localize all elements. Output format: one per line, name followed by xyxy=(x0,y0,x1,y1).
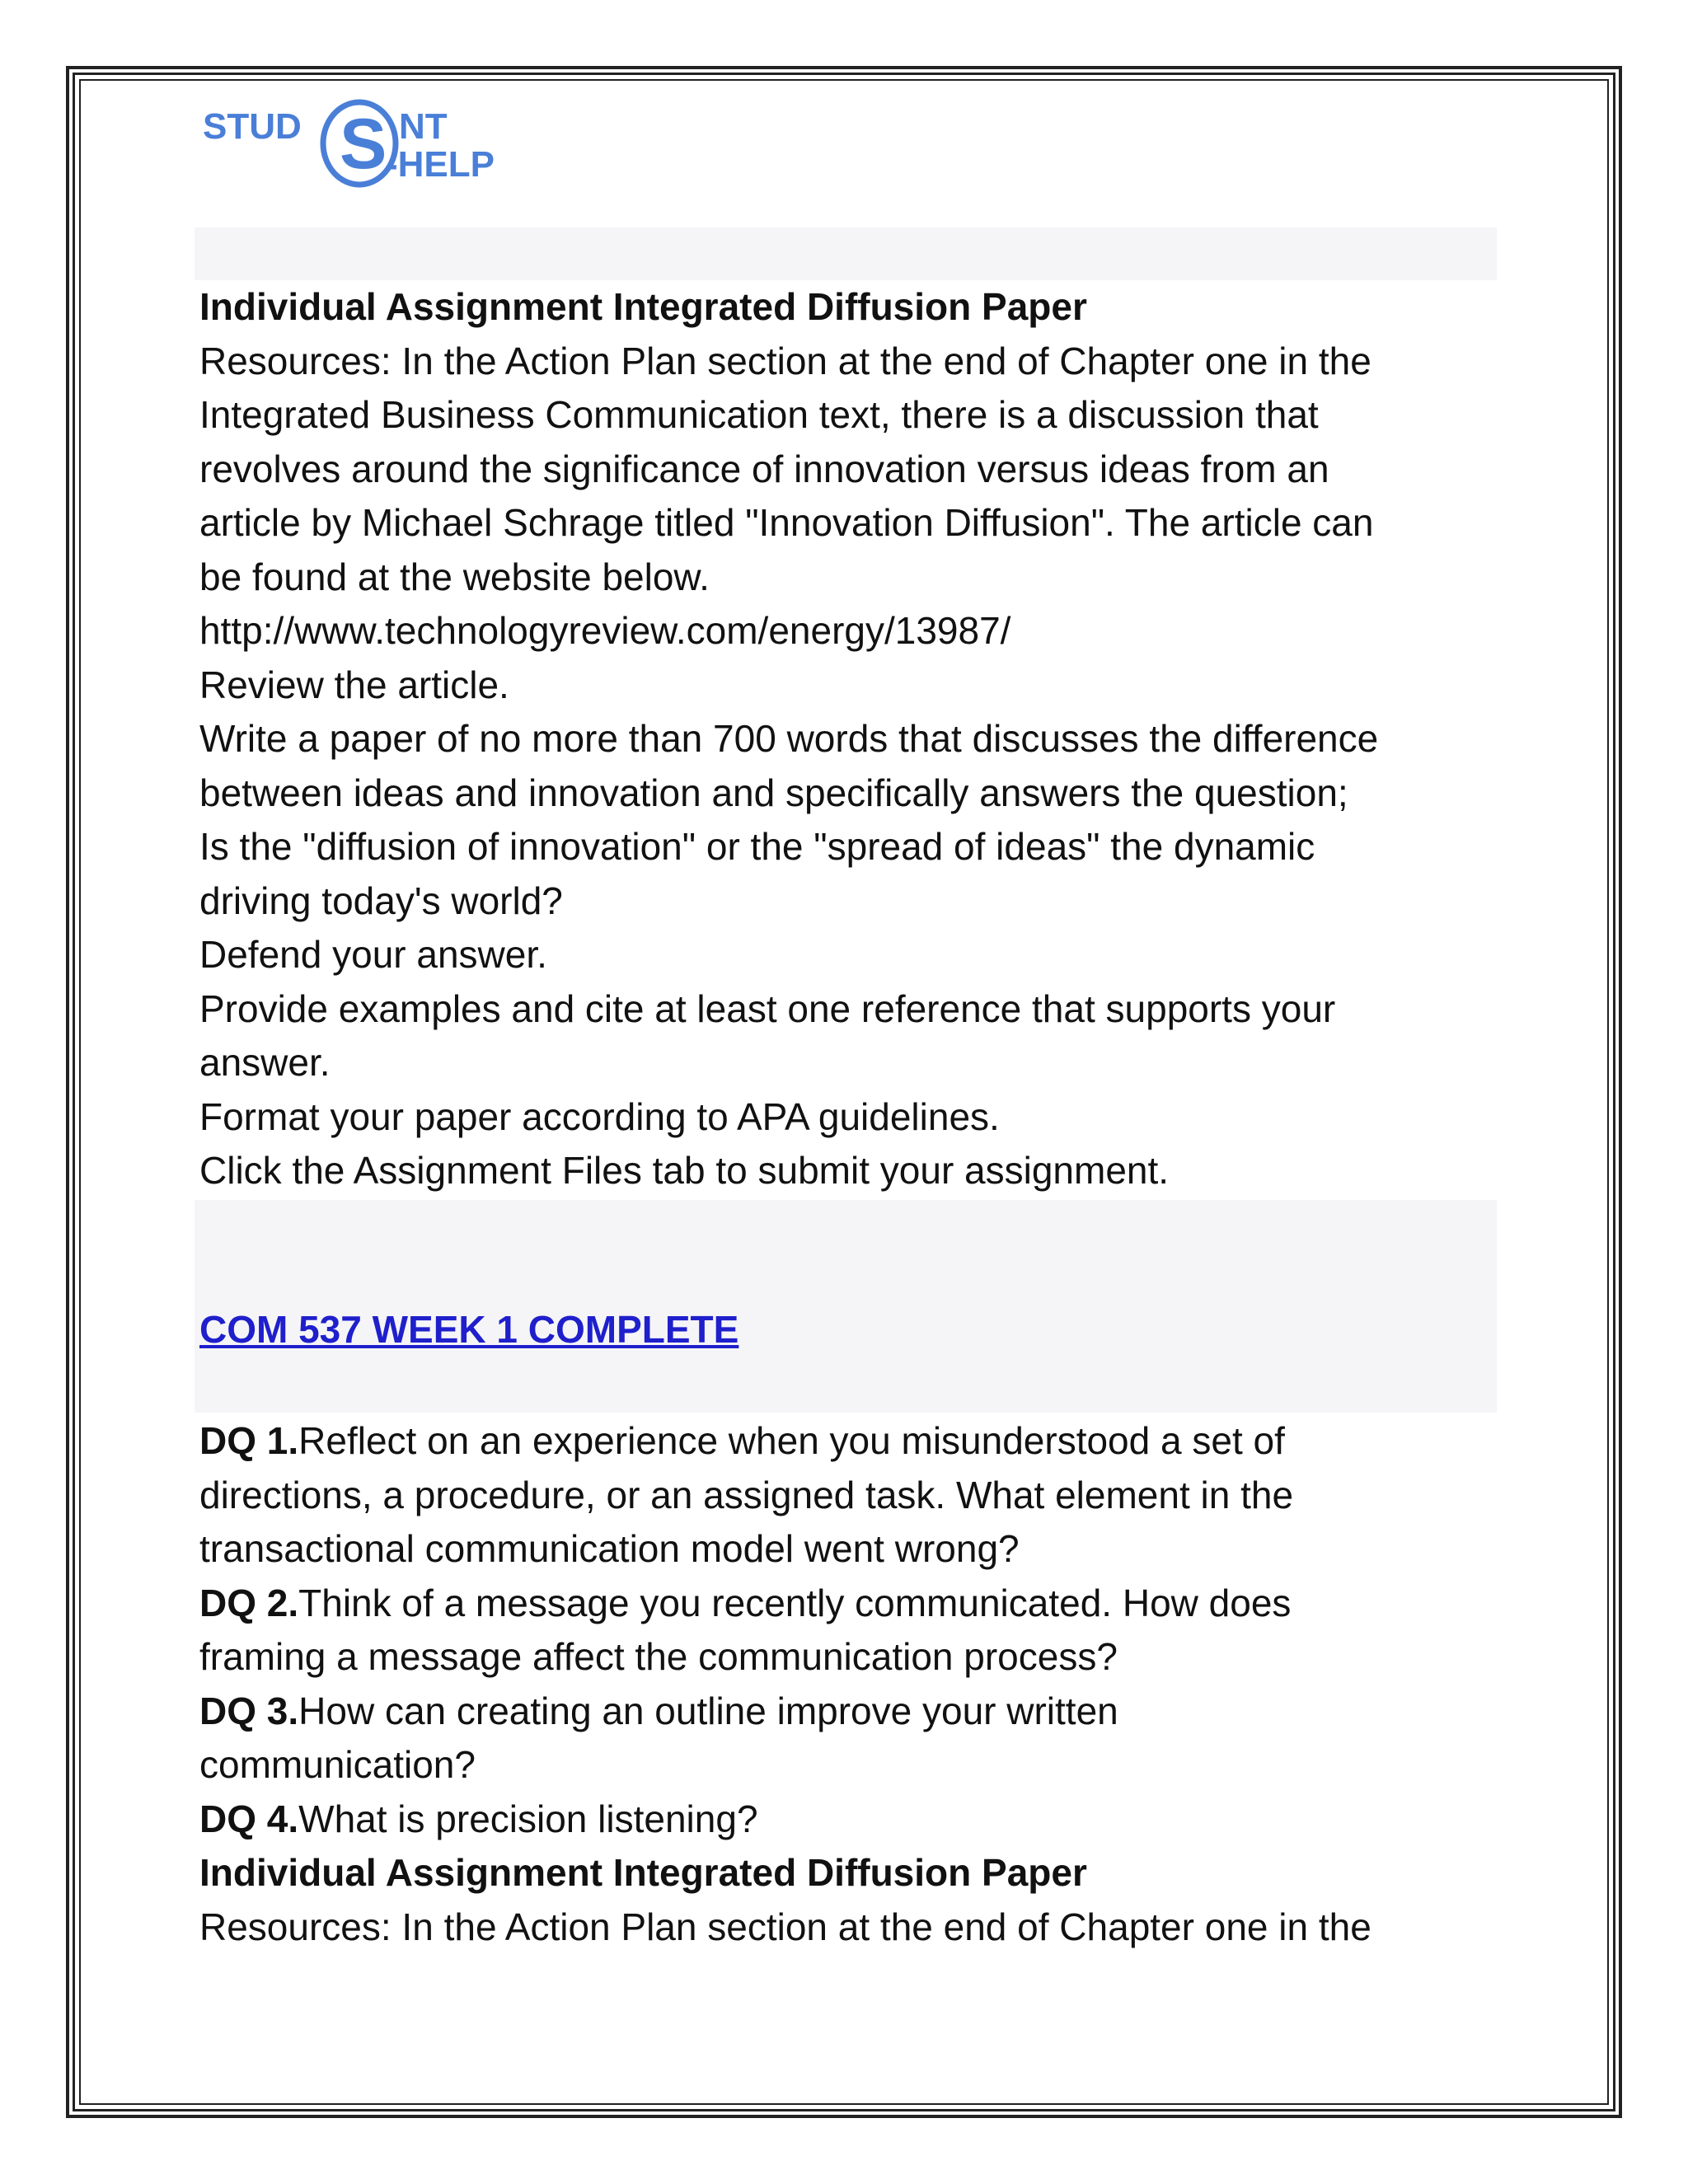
student-help-logo xyxy=(198,92,544,199)
dq4-line xyxy=(199,1793,1502,1847)
dq1-label: DQ 1. xyxy=(199,1419,299,1462)
logo-text-help: -HELP xyxy=(386,144,495,185)
body-line: Is the "diffusion of innovation" or the "spread of ideas" the dynamic xyxy=(199,825,1315,868)
body-line: Resources: In the Action Plan section at the end of Chapter one in the xyxy=(199,1905,1372,1948)
dq3-text: How can creating an outline improve your written xyxy=(298,1689,1118,1732)
body-line: article by Michael Schrage titled "Innovation Diffusion". The article can xyxy=(199,501,1374,544)
dq4-text: What is precision listening? xyxy=(298,1797,758,1840)
dq2-label: DQ 2. xyxy=(199,1581,299,1624)
assignment-title-repeat: Individual Assignment Integrated Diffusion Paper xyxy=(199,1851,1087,1894)
body-line: Defend your answer. xyxy=(199,933,547,976)
body-line: Integrated Business Communication text, there is a discussion that xyxy=(199,393,1319,436)
body-line: Click the Assignment Files tab to submit your assignment. xyxy=(199,1149,1170,1192)
com-537-week-1-link[interactable]: COM 537 WEEK 1 COMPLETE xyxy=(199,1308,739,1351)
body-line: Resources: In the Action Plan section at the end of Chapter one in the xyxy=(199,339,1372,382)
shaded-band-top xyxy=(195,227,1497,280)
logo-s-emblem xyxy=(323,102,396,185)
dq1-line: directions, a procedure, or an assigned task. What element in the xyxy=(199,1473,1294,1516)
discussion-questions-section xyxy=(199,1414,1502,1954)
body-line: Provide examples and cite at least one reference that supports your xyxy=(199,987,1336,1030)
dq1-line: transactional communication model went wrong? xyxy=(199,1527,1020,1570)
logo-s-letter: S xyxy=(340,105,387,184)
dq2-line: framing a message affect the communication process? xyxy=(199,1635,1118,1678)
assignment-title: Individual Assignment Integrated Diffusion Paper xyxy=(199,285,1087,328)
body-line: Format your paper according to APA guidelines. xyxy=(199,1094,1000,1138)
dq1-text: Reflect on an experience when you misunderstood a set of xyxy=(298,1419,1285,1462)
dq3-label: DQ 3. xyxy=(199,1689,299,1732)
dq3-line xyxy=(199,1685,1502,1739)
body-line: revolves around the significance of innovation versus ideas from an xyxy=(199,447,1329,490)
dq3-line: communication? xyxy=(199,1743,476,1786)
body-line: between ideas and innovation and specifically answers the question; xyxy=(199,771,1348,814)
dq4-label: DQ 4. xyxy=(199,1797,299,1840)
dq2-line xyxy=(199,1577,1502,1631)
dq1-line xyxy=(199,1414,1502,1469)
body-line: Write a paper of no more than 700 words that discusses the difference xyxy=(199,717,1379,760)
body-line: answer. xyxy=(199,1041,331,1084)
body-line: be found at the website below. xyxy=(199,555,710,598)
dq2-text: Think of a message you recently communicated. How does xyxy=(298,1581,1292,1624)
logo-text-stud: STUD xyxy=(203,106,302,147)
assignment-section xyxy=(199,280,1502,1198)
article-url: http://www.technologyreview.com/energy/13987/ xyxy=(199,609,1011,652)
body-line: driving today's world? xyxy=(199,879,563,922)
logo-text-nt: NT xyxy=(399,106,448,147)
body-line: Review the article. xyxy=(199,663,509,706)
